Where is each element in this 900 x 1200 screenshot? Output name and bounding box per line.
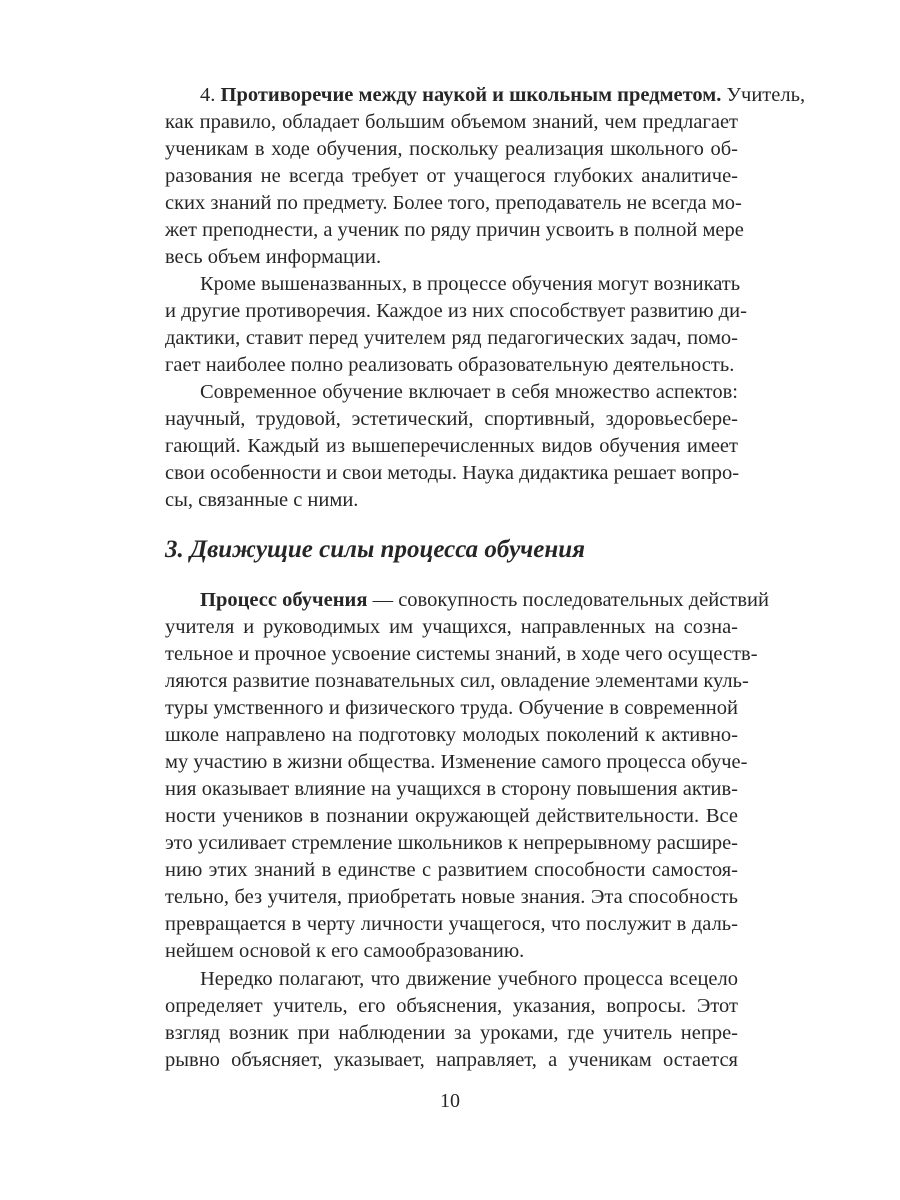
paragraph-line: нейшем основой к его самообразованию. <box>165 940 525 962</box>
text-run: Учитель, <box>726 84 806 106</box>
paragraph-line: тельное и прочное усвоение системы знаний, в ходе чего осуществ- <box>165 643 758 665</box>
paragraph-line: школе направлено на подготовку молодых поколений к активно- <box>165 724 738 746</box>
paragraph-line: гающий. Каждый из вышеперечисленных видов обучения имеет <box>165 435 738 457</box>
paragraph-line: и другие противоречия. Каждое из них способствует развитию ди- <box>165 300 747 322</box>
text-run: — совокупность последовательных действий <box>367 589 769 611</box>
paragraph-line: превращается в черту личности учащегося, что послужит в даль- <box>165 913 738 935</box>
paragraph-line: нию этих знаний в единстве с развитием способности самостоя- <box>165 859 738 881</box>
paragraph-other-contradictions <box>165 271 747 379</box>
paragraph-line: свои особенности и свои методы. Наука дидактика решает вопро- <box>165 462 740 484</box>
bold-term: Процесс обучения <box>200 589 368 611</box>
paragraph-line: Современное обучение включает в себя множество аспектов: <box>200 381 738 403</box>
paragraph-line: сы, связанные с ними. <box>165 489 359 511</box>
section-heading: 3. Движущие силы процесса обучения <box>165 536 586 563</box>
paragraph-learning-process-definition <box>165 587 769 965</box>
paragraph-line: ния оказывает влияние на учащихся в сторону повышения актив- <box>165 778 738 800</box>
paragraph-line: ляются развитие познавательных сил, овладение элементами куль- <box>165 670 749 692</box>
paragraph-line: научный, трудовой, эстетический, спортивный, здоровьесбере- <box>165 408 738 430</box>
paragraph-line: разования не всегда требует от учащегося глубоких аналитиче- <box>165 165 738 187</box>
paragraph-line: ских знаний по предмету. Более того, преподаватель не всегда мо- <box>165 192 742 214</box>
paragraph-line: как правило, обладает большим объемом знаний, чем предлагает <box>165 111 738 133</box>
paragraph-line: определяет учитель, его объяснения, указания, вопросы. Этот <box>165 995 738 1017</box>
paragraph-teacher-role <box>165 966 738 1074</box>
list-number: 4. <box>200 84 216 106</box>
paragraph-line: ности учеников в познании окружающей действительности. Все <box>165 805 738 827</box>
paragraph-line: взгляд возник при наблюдении за уроками, где учитель непре- <box>165 1022 738 1044</box>
paragraph-modern-learning <box>165 379 738 514</box>
paragraph-line: туры умственного и физического труда. Обучение в современной <box>165 697 738 719</box>
paragraph-contradiction-science-subject <box>165 82 806 271</box>
paragraph-line: весь объем информации. <box>165 246 382 268</box>
paragraph-line: это усиливает стремление школьников к непрерывному расшире- <box>165 832 738 854</box>
paragraph-line: гает наиболее полно реализовать образовательную деятельность. <box>165 354 735 376</box>
paragraph-line: ученикам в ходе обучения, поскольку реализация школьного об- <box>165 138 738 160</box>
paragraph-line: Нередко полагают, что движение учебного процесса всецело <box>200 968 738 990</box>
paragraph-line: рывно объясняет, указывает, направляет, а ученикам остается <box>165 1049 738 1071</box>
paragraph-line: дактики, ставит перед учителем ряд педагогических задач, помо- <box>165 327 738 349</box>
bold-term: Противоречие между наукой и школьным предметом. <box>220 84 722 106</box>
paragraph-line: Кроме вышеназванных, в процессе обучения могут возникать <box>200 273 741 295</box>
paragraph-line <box>165 82 806 109</box>
paragraph-line: тельно, без учителя, приобретать новые знания. Эта способность <box>165 886 738 908</box>
paragraph-line: жет преподнести, а ученик по ряду причин усвоить в полной мере <box>165 219 744 241</box>
page-number: 10 <box>440 1090 460 1112</box>
paragraph-line: учителя и руководимых им учащихся, направленных на созна- <box>165 616 738 638</box>
paragraph-line: му участию в жизни общества. Изменение самого процесса обуче- <box>165 751 748 773</box>
paragraph-line <box>165 587 769 614</box>
